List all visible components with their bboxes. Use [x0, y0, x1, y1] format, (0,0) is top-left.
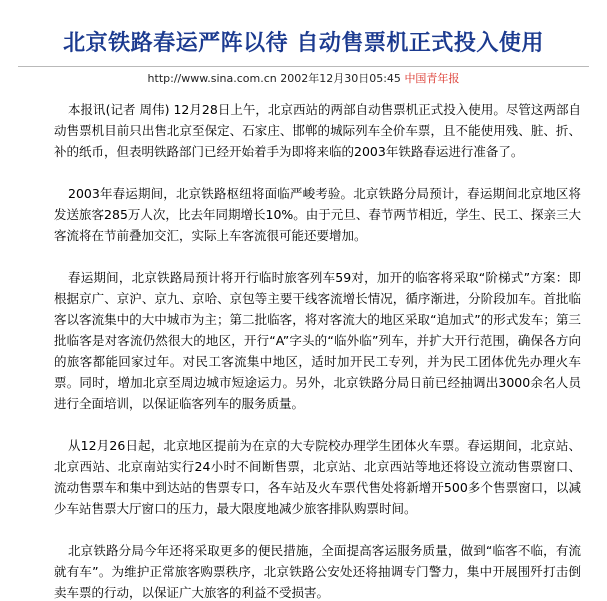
article-title: 北京铁路春运严阵以待 自动售票机正式投入使用	[63, 31, 544, 56]
article-body	[10, 99, 597, 601]
byline-datetime: 2002年12月30日05:45	[280, 72, 401, 85]
article-paragraph: 春运期间，北京铁路局预计将开行临时旅客列车59对，加开的临客将采取“阶梯式”方案：即根据京广、京沪、京九、京哈、京包等主要干线客流增长情况，循序渐进，分阶段加车。首批临客以客流集中的大中城市为主；第二批临客，将对客流大的地区采取“追加式”的形式发车；第三批临客是对客流仍然很大的地区，开行“A”字头的“临外临”列车，并扩大开行范围，确保各方向的旅客都能回家过年。对民工客流集中地区，适时加开民工专列，并为民工团体优先办理火车票。同时，增加北京至周边城市短途运力。另外，北京铁路分局日前已经抽调出3000余名人员进行全面培训，以保证临客列车的服务质量。	[54, 270, 581, 411]
article-paragraph: 本报讯(记者 周伟) 12月28日上午，北京西站的两部自动售票机正式投入使用。尽管这两部自动售票机目前只出售北京至保定、石家庄、邯郸的城际列车全价车票，且不能使用残、脏、折、补的纸币，但表明铁路部门已经开始着手为即将来临的2003年铁路春运进行准备了。	[54, 102, 581, 159]
article-paragraph: 北京铁路分局今年还将采取更多的便民措施，全面提高客运服务质量，做到“临客不临，有流就有车”。为维护正常旅客购票秩序，北京铁路公安处还将抽调专门警力，集中开展围歼打击倒卖车票的行动，以保证广大旅客的利益不受损害。	[54, 543, 581, 600]
article-byline	[10, 70, 597, 88]
title-divider	[18, 66, 589, 67]
byline-url[interactable]: http://www.sina.com.cn	[147, 72, 277, 85]
article-paragraph: 从12月26日起，北京地区提前为在京的大专院校办理学生团体火车票。春运期间，北京站、北京西站、北京南站实行24小时不间断售票，北京站、北京西站等地还将设立流动售票窗口、流动售票车和集中到达站的售票专口，各车站及火车票代售处将新增开500多个售票窗口，以减少车站售票大厅窗口的压力，最大限度地减少旅客排队购票时间。	[54, 438, 581, 516]
article-paragraph: 2003年春运期间，北京铁路枢纽将面临严峻考验。北京铁路分局预计，春运期间北京地区将发送旅客285万人次，比去年同期增长10%。由于元旦、春节两节相近，学生、民工、探亲三大客流将在节前叠加交汇，实际上车客流很可能还要增加。	[54, 186, 581, 243]
byline-source-link[interactable]: 中国青年报	[404, 72, 460, 85]
